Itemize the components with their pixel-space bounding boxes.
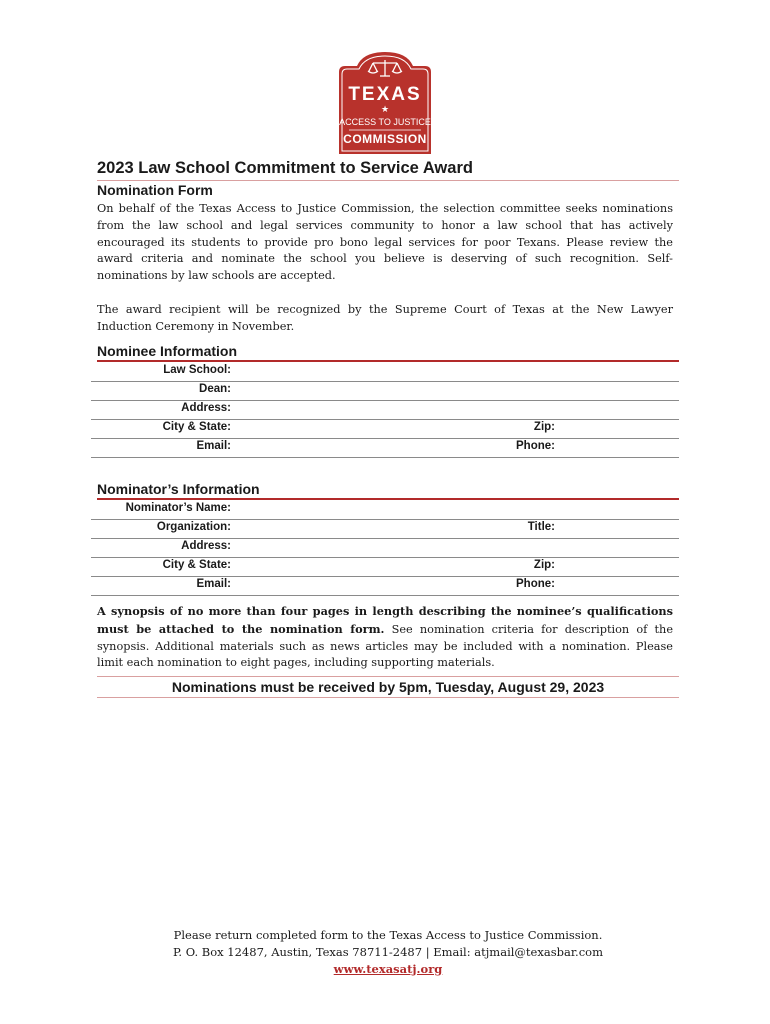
logo-badge xyxy=(335,50,435,155)
title-divider xyxy=(97,180,679,181)
deadline-bottom-rule xyxy=(97,697,679,698)
law-school-label: Law School: xyxy=(163,364,231,376)
nominator-heading: Nominator’s Information xyxy=(97,481,260,497)
law-school-field[interactable] xyxy=(91,362,679,382)
texas-atj-logo xyxy=(335,50,435,155)
intro-paragraph: On behalf of the Texas Access to Justice Commission, the selection committee seeks nominations from the law school and legal services community to honor a law school that has actively encouraged its students to provide pro bono legal services for poor Texans. Please review the award criteria and nominate the school you believe is deserving of such recognition. Self-nominations by law schools are accepted. xyxy=(97,202,673,283)
nominee-phone-label: Phone: xyxy=(516,440,555,452)
page-title: 2023 Law School Commitment to Service Award xyxy=(97,159,473,177)
nominee-address-label: Address: xyxy=(181,402,231,414)
nominator-city-state-label: City & State: xyxy=(162,559,231,571)
nominator-name-field[interactable] xyxy=(91,500,679,520)
deadline-top-rule xyxy=(97,676,679,677)
logo-texas-text: TEXAS xyxy=(348,84,422,105)
form-subtitle: Nomination Form xyxy=(97,182,213,198)
nominator-email-field[interactable] xyxy=(91,576,679,596)
nominee-zip-label: Zip: xyxy=(533,421,555,433)
organization-label: Organization: xyxy=(156,521,231,533)
nominator-address-label: Address: xyxy=(181,540,231,552)
dean-label: Dean: xyxy=(199,383,231,395)
nominee-email-field[interactable] xyxy=(91,438,679,458)
synopsis-paragraph xyxy=(97,603,673,672)
nominator-address-field[interactable] xyxy=(91,538,679,558)
dean-field[interactable] xyxy=(91,381,679,401)
nominee-email-label: Email: xyxy=(196,440,231,452)
recognition-paragraph: The award recipient will be recognized by the Supreme Court of Texas at the New Lawyer Induction Ceremony in November. xyxy=(97,303,673,333)
organization-field[interactable] xyxy=(91,519,679,539)
nominator-city-state-field[interactable] xyxy=(91,557,679,577)
nominator-name-label: Nominator’s Name: xyxy=(125,502,231,514)
nominee-city-state-label: City & State: xyxy=(162,421,231,433)
footer-address-line: P. O. Box 12487, Austin, Texas 78711-2487 | Email: atjmail@texasbar.com xyxy=(173,945,603,959)
nominee-address-field[interactable] xyxy=(91,400,679,420)
deadline-notice: Nominations must be received by 5pm, Tuesday, August 29, 2023 xyxy=(171,679,605,695)
logo-atj-text: ACCESS TO JUSTICE xyxy=(339,117,431,127)
synopsis-text: See nomination criteria for description of the synopsis. Additional materials such as news articles may be included with a nomination. Please limit each nomination to eight pages, including supporting materials. xyxy=(97,622,673,670)
nominee-city-state-field[interactable] xyxy=(91,419,679,439)
nominee-heading: Nominee Information xyxy=(97,343,238,359)
synopsis-bold-text: A synopsis of no more than four pages in length describing the nominee’s qualifications must be attached to the nomination form. xyxy=(97,604,673,636)
website-link[interactable]: www.texasatj.org xyxy=(333,962,443,976)
nominator-title-label: Title: xyxy=(527,521,555,533)
nominator-email-label: Email: xyxy=(196,578,231,590)
logo-commission-text: COMMISSION xyxy=(343,132,427,146)
star-icon: ★ xyxy=(380,104,390,114)
footer-return-line: Please return completed form to the Texas Access to Justice Commission. xyxy=(173,928,603,942)
nominator-zip-label: Zip: xyxy=(533,559,555,571)
nominator-phone-label: Phone: xyxy=(516,578,555,590)
footer xyxy=(97,927,679,978)
